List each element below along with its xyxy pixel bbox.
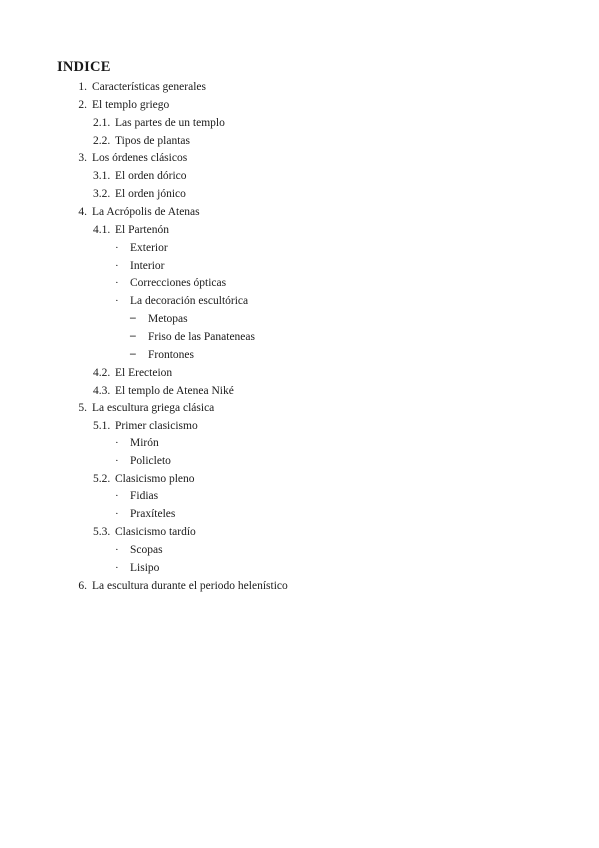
toc-label: El orden jónico bbox=[115, 188, 186, 200]
toc-label: El templo griego bbox=[92, 99, 170, 111]
bullet-icon: · bbox=[115, 490, 119, 502]
bullet-icon: · bbox=[115, 544, 119, 556]
toc-number: 2. bbox=[78, 99, 87, 111]
toc-label: Friso de las Panateneas bbox=[148, 331, 255, 343]
toc-label: Primer clasicismo bbox=[115, 420, 198, 432]
dash-icon: – bbox=[130, 312, 136, 324]
toc-label: La escultura griega clásica bbox=[92, 402, 215, 414]
toc-number: 3. bbox=[78, 152, 87, 164]
toc-label: Policleto bbox=[130, 455, 171, 467]
toc-label: Tipos de plantas bbox=[115, 135, 190, 147]
toc-label: Los órdenes clásicos bbox=[92, 152, 188, 164]
toc-number: 6. bbox=[78, 580, 87, 592]
toc-label: Fidias bbox=[130, 490, 159, 502]
toc-label: El Partenón bbox=[115, 224, 169, 236]
bullet-icon: · bbox=[115, 277, 119, 289]
toc-label: Praxíteles bbox=[130, 508, 176, 520]
toc-label: Las partes de un templo bbox=[115, 117, 225, 129]
toc-label: Frontones bbox=[148, 349, 194, 361]
toc-label: La escultura durante el periodo helenístico bbox=[92, 580, 288, 592]
toc-label: Mirón bbox=[130, 437, 159, 449]
bullet-icon: · bbox=[115, 508, 119, 520]
document-page: INDICE 1. Características generales 2. El templo griego 2.1. Las partes de un templo 2.2. Tipos de plantas 3. Los órdenes clásicos 3.1. El orden dórico 3.2. El orden jónico 4. La Acrópolis de Atenas 4.1. El Partenón · Exterior · Interior · Correcciones ópticas · La decoración escultórica – Metopas – Friso de las Panateneas – Frontones 4.2. El Erecteion 4.3. El templo de Atenea Niké 5. La escultura griega clásica 5.1. Primer clasicismo · Mirón · Policleto 5.2. Clasicismo pleno · Fidias · Praxíteles 5.3. Clasicismo tardío · Scopas · Lisipo 6. La escultura durante el periodo helenístico bbox=[57, 59, 288, 592]
bullet-icon: · bbox=[115, 455, 119, 467]
dash-icon: – bbox=[130, 330, 136, 342]
bullet-icon: · bbox=[115, 260, 119, 272]
toc-label: Correcciones ópticas bbox=[130, 277, 227, 289]
bullet-icon: · bbox=[115, 437, 119, 449]
bullet-icon: · bbox=[115, 242, 119, 254]
index-title: INDICE bbox=[57, 59, 111, 75]
toc-label: El templo de Atenea Niké bbox=[115, 385, 234, 397]
dash-icon: – bbox=[130, 348, 136, 360]
toc-number: 4. bbox=[78, 206, 87, 218]
toc-label: Metopas bbox=[148, 313, 188, 325]
toc-label: Interior bbox=[130, 260, 165, 272]
toc-label: La Acrópolis de Atenas bbox=[92, 206, 200, 218]
toc-label: Clasicismo tardío bbox=[115, 526, 196, 538]
toc-label: Clasicismo pleno bbox=[115, 473, 195, 485]
toc-number: 5. bbox=[78, 402, 87, 414]
toc-label: Scopas bbox=[130, 544, 163, 556]
toc-number: 1. bbox=[78, 81, 87, 93]
toc-label: El Erecteion bbox=[115, 367, 173, 379]
bullet-icon: · bbox=[115, 295, 119, 307]
bullet-icon: · bbox=[115, 562, 119, 574]
toc-label: La decoración escultórica bbox=[130, 295, 249, 307]
toc-label: Características generales bbox=[92, 81, 206, 93]
toc-label: El orden dórico bbox=[115, 170, 187, 182]
toc-label: Exterior bbox=[130, 242, 168, 254]
toc-label: Lisipo bbox=[130, 562, 160, 574]
